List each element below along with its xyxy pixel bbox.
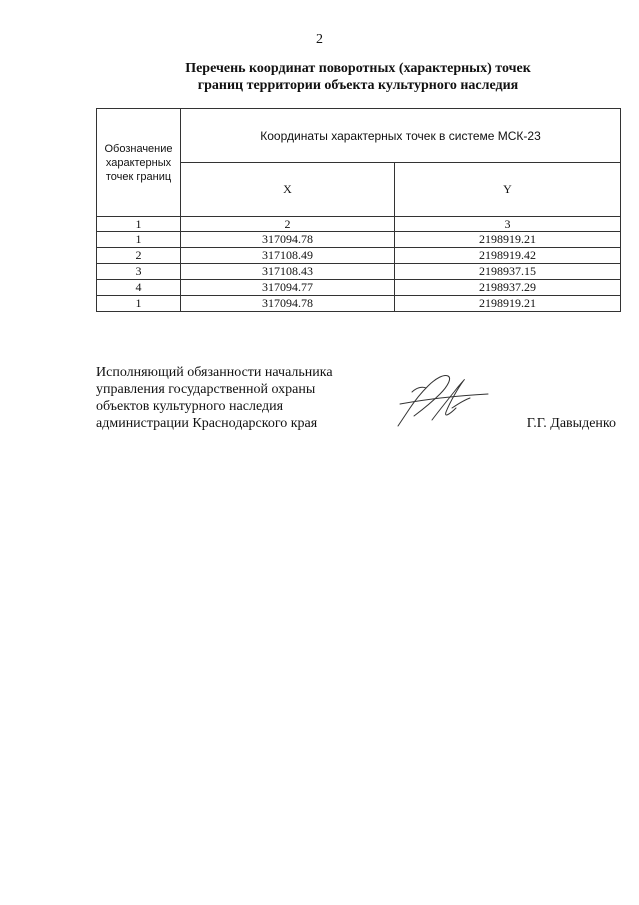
table-header-row [97, 109, 621, 163]
signatory-position-line: администрации Краснодарского края [96, 416, 318, 431]
x-coordinate: 317108.49 [181, 248, 395, 264]
header-coordinate-system: Координаты характерных точек в системе МСК-23 [181, 109, 621, 163]
signatory-position-line: Исполняющий обязанности начальника [96, 365, 333, 380]
header-y: Y [395, 163, 621, 217]
page-number: 2 [316, 32, 323, 47]
column-number: 1 [97, 217, 181, 232]
header-point-designation-line: точек границ [105, 170, 172, 183]
point-number: 3 [97, 264, 181, 280]
x-coordinate: 317094.78 [181, 232, 395, 248]
x-coordinate: 317094.77 [181, 280, 395, 296]
header-x: X [181, 163, 395, 217]
header-point-designation [97, 109, 181, 217]
signatory-position-line: управления государственной охраны [96, 382, 316, 397]
column-number: 2 [181, 217, 395, 232]
y-coordinate: 2198937.15 [395, 264, 621, 280]
signer-name: Г.Г. Давыденко [526, 416, 616, 431]
point-number: 4 [97, 280, 181, 296]
header-point-designation-line: Обозначение [104, 142, 173, 155]
column-number: 3 [395, 217, 621, 232]
document-title-line-1: Перечень координат поворотных (характерных) точек [185, 61, 531, 76]
y-coordinate: 2198919.21 [395, 232, 621, 248]
table-row [97, 232, 621, 248]
coordinates-table [96, 108, 621, 312]
y-coordinate: 2198919.21 [395, 296, 621, 312]
document-title [96, 60, 620, 94]
y-coordinate: 2198919.42 [395, 248, 621, 264]
table-row [97, 280, 621, 296]
point-number: 2 [97, 248, 181, 264]
y-coordinate: 2198937.29 [395, 280, 621, 296]
handwritten-signature-icon [392, 368, 492, 437]
document-title-line-2: границ территории объекта культурного наследия [197, 78, 519, 93]
column-number-row [97, 217, 621, 232]
x-coordinate: 317108.43 [181, 264, 395, 280]
table-row [97, 296, 621, 312]
signatory-position [96, 364, 333, 432]
signatory-position-line: объектов культурного наследия [96, 399, 284, 414]
point-number: 1 [97, 296, 181, 312]
point-number: 1 [97, 232, 181, 248]
header-point-designation-line: характерных [105, 156, 172, 169]
x-coordinate: 317094.78 [181, 296, 395, 312]
table-row [97, 264, 621, 280]
table-row [97, 248, 621, 264]
